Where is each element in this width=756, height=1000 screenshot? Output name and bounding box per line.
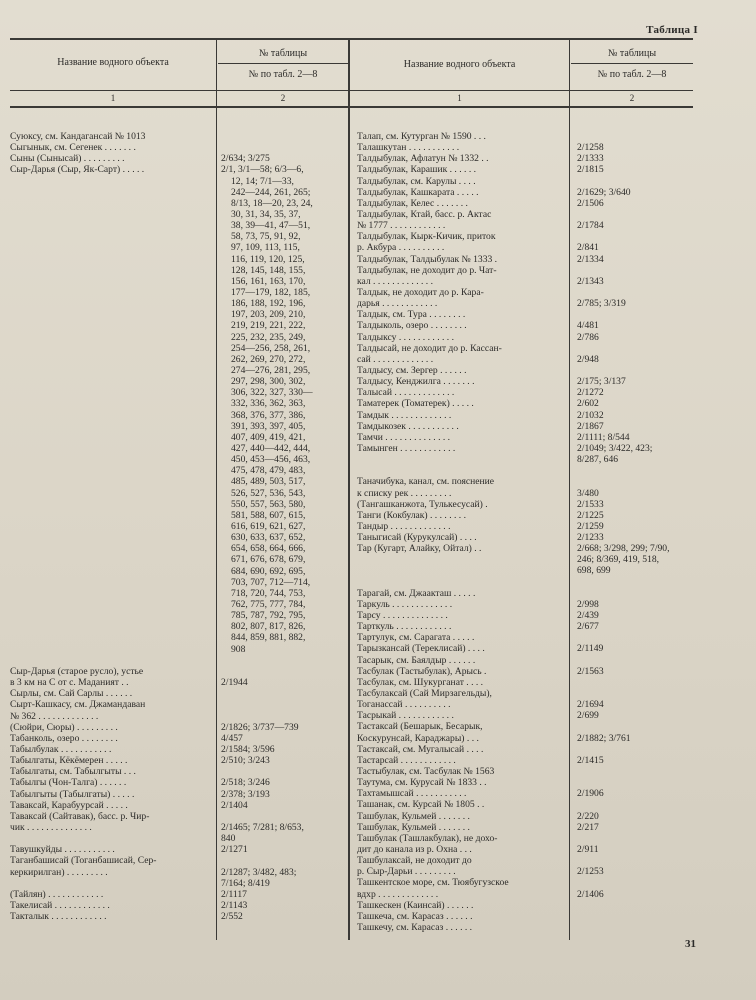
entry-name [357, 465, 567, 476]
entry-name: Талдысу, Кенджилга . . . . . . . [357, 376, 475, 388]
entry-num: 2/1272 [577, 387, 604, 399]
table-number-line: 485, 489, 503, 517, [231, 476, 306, 488]
entry-num: 2/1406 [577, 888, 604, 900]
table-number-line: 254—256, 258, 261, [231, 342, 311, 354]
table-number-line: 297, 298, 300, 302, [231, 376, 306, 388]
entry-num: 2/1143 [221, 899, 248, 911]
entry-name: р. Акбура . . . . . . . . . . [357, 242, 445, 254]
entry-num [577, 799, 695, 810]
entry-num: 2/634; 3/275 [221, 153, 270, 165]
entry-name: Талдыбулак, Афлатун № 1332 . . [357, 153, 489, 165]
entry-name: Тахтамышсай . . . . . . . . . . . [357, 788, 467, 800]
entry-name: Талап, см. Кутурган № 1590 . . . [357, 131, 486, 142]
table-number-line: 407, 409, 419, 421, [231, 431, 306, 443]
table-number-line: 450, 453—456, 463, [231, 454, 311, 466]
left-lower-names [10, 666, 215, 922]
table-number-line: 128, 145, 148, 155, [231, 264, 306, 276]
entry-name: дарья . . . . . . . . . . . . [357, 298, 438, 310]
entry-name: Таматерек (Томатерек) . . . . . [357, 398, 474, 410]
entry-num: 2/1415 [577, 754, 604, 766]
entry-num: 2/1253 [577, 866, 604, 878]
left-subheader-rule [218, 63, 348, 64]
entry-num: 4/457 [221, 732, 243, 744]
column-index-3: 1 [457, 93, 462, 103]
table-number-line: 391, 393, 397, 405, [231, 420, 306, 432]
entry-name: Суюксу, см. Кандагансай № 1013 [10, 131, 146, 142]
left-lower-nums [221, 666, 347, 922]
entry-name: к списку рек . . . . . . . . . [357, 487, 452, 499]
entry-name: Тарагай, см. Джаакташ . . . . . [357, 587, 476, 599]
entry-name: Талдык, не доходит до р. Кара- [357, 286, 484, 298]
entry-num: 2/1404 [221, 799, 248, 811]
entry-name [357, 577, 567, 588]
table-number-line: 703, 707, 712—714, [231, 576, 311, 588]
table-number-line: 116, 119, 120, 125, [231, 253, 305, 265]
entry-name: Танги (Кокбулак) . . . . . . . . [357, 509, 466, 521]
table-number-line: 186, 188, 192, 196, [231, 298, 306, 310]
entry-num [577, 209, 695, 220]
entry-name: Тоганассай . . . . . . . . . . [357, 699, 451, 711]
entry-name: Талдысай, не доходит до р. Кассан- [357, 342, 502, 354]
entry-name: Талдыбулак, не доходит до р. Чат- [357, 264, 497, 276]
entry-num [577, 766, 695, 777]
entry-num: 2/1506 [577, 197, 604, 209]
entry-num [577, 343, 695, 354]
entry-num [577, 744, 695, 755]
entry-name: Тастаксай, см. Мугалысай . . . . [357, 743, 484, 755]
entry-num: 2/911 [577, 844, 599, 855]
entry-num [221, 811, 347, 822]
right-num-header-bottom: № по табл. 2—8 [597, 69, 667, 80]
entry-name [10, 878, 215, 889]
entry-num: 2/785; 3/319 [577, 298, 626, 310]
entry-num: 2/1944 [221, 677, 248, 689]
table-number-line: 262, 269, 270, 272, [231, 353, 306, 365]
entry-name: керкирилган) . . . . . . . . . [10, 866, 108, 878]
entry-num [577, 309, 695, 320]
entry-name: Тартулук, см. Сарагата . . . . . [357, 632, 475, 644]
entry-num [577, 577, 695, 588]
table-number-line: 30, 31, 34, 35, 37, [231, 209, 301, 221]
entry-num: 2/552 [221, 911, 243, 923]
entry-num: 2/677 [577, 621, 599, 633]
entry-num: 2/841 [577, 242, 599, 254]
entry-num [221, 699, 347, 710]
entry-num [577, 176, 695, 187]
entry-num: 2/518; 3/246 [221, 777, 270, 789]
header-top-rule [10, 38, 693, 40]
entry-num [577, 632, 695, 643]
entry-name: Таутума, см. Курусай № 1833 . . [357, 777, 487, 789]
entry-name: Талдыбулак, Кырк-Кичик, приток [357, 231, 496, 243]
entry-num [577, 465, 695, 476]
entry-num: 2/1784 [577, 220, 604, 232]
entry-num: 2/1906 [577, 788, 604, 800]
entry-name: Ташбулак, Кульмей . . . . . . . [357, 810, 470, 822]
entry-num [577, 922, 695, 933]
entry-num [577, 131, 695, 142]
entry-name: Сыр-Дарья (старое русло), устье [10, 666, 144, 677]
table-number-line: 225, 232, 235, 249, [231, 331, 306, 343]
entry-name: Тасбулак, см. Шукурганат . . . . [357, 676, 484, 688]
entry-name: Талдыбулак, Талдыбулак № 1333 . [357, 253, 498, 265]
entry-num: 698, 699 [577, 565, 611, 577]
entry-num [221, 711, 347, 722]
entry-name: Ташкеча, см. Карасаз . . . . . . [357, 910, 473, 922]
entry-name: Талдыбулак, см. Карулы . . . . [357, 175, 476, 187]
entry-num: 2/1629; 3/640 [577, 186, 631, 198]
column-index-4: 2 [629, 93, 635, 103]
column-index-1: 1 [110, 93, 116, 103]
entry-num [577, 911, 695, 922]
entry-name: Талысай . . . . . . . . . . . . . [357, 387, 455, 399]
entry-num: 2/1271 [221, 844, 248, 856]
table-number-line: 684, 690, 692, 695, [231, 565, 306, 577]
table-number-line: 274—276, 281, 295, [231, 364, 311, 376]
table-number-line: 332, 336, 362, 363, [231, 398, 306, 410]
table-number-line: 368, 376, 377, 386, [231, 409, 306, 421]
entry-name: Тамчи . . . . . . . . . . . . . . [357, 431, 451, 443]
entry-num [221, 688, 347, 699]
entry-name: Тасбулак (Тастыбулак), Арысь . [357, 665, 487, 677]
entry-name: Таваксай (Сайтавак), басс. р. Чир- [10, 810, 150, 822]
table-number-line: 718, 720, 744, 753, [231, 587, 306, 599]
entry-num: 2/1867 [577, 420, 604, 432]
entry-num: 2/1, 3/1—58; 6/3—6, [221, 164, 304, 176]
entry-num: 2/602 [577, 398, 599, 410]
entry-num: 2/510; 3/243 [221, 755, 270, 767]
entry-name: р. Сыр-Дарьи . . . . . . . . . [357, 866, 456, 878]
entry-name: Талдык, см. Тура . . . . . . . . [357, 309, 466, 321]
entry-num: 2/1032 [577, 409, 604, 421]
entry-num: 8/287, 646 [577, 454, 619, 466]
table-number-line: 8/13, 18—20, 23, 24, [231, 197, 313, 209]
entry-num: 4/481 [577, 320, 599, 332]
table-number-line: 671, 676, 678, 679, [231, 554, 306, 566]
entry-name: Тастыбулак, см. Тасбулак № 1563 [357, 766, 495, 778]
entry-name: Сыны (Сынысай) . . . . . . . . . [10, 153, 125, 165]
entry-name: дит до канала из р. Охна . . . [357, 844, 472, 855]
table-number-line: 475, 478, 479, 483, [231, 465, 306, 477]
entry-name: Ташанак, см. Курсай № 1805 . . [357, 799, 485, 811]
entry-name: Тастаксай (Бешарык, Бесарык, [357, 721, 483, 733]
entry-num: 2/1343 [577, 275, 604, 287]
entry-num [577, 677, 695, 688]
entry-name: Тасарык, см. Баялдыр . . . . . . [357, 654, 476, 666]
entry-name: Ташбулак (Ташлакбулак), не дохо- [357, 832, 498, 844]
table-number-line: 12, 14; 7/1—33, [231, 175, 294, 187]
entry-name: № 1777 . . . . . . . . . . . . [357, 220, 446, 232]
syr-darya-table-numbers [231, 176, 347, 655]
entry-num [577, 833, 695, 844]
entry-name [357, 554, 567, 565]
entry-name: Сырт-Кашкасу, см. Джамандаван [10, 699, 146, 711]
entry-num: 2/1334 [577, 253, 604, 265]
entry-name [10, 833, 215, 844]
entry-name: Таганбашисай (Тоганбашисай, Сер- [10, 855, 157, 867]
column-divider-1 [216, 40, 217, 940]
entry-num [577, 900, 695, 911]
entry-num: 2/948 [577, 353, 599, 365]
column-divider-3 [569, 40, 570, 940]
entry-name: (Сюйри, Сюры) . . . . . . . . . [10, 721, 118, 733]
entry-name: Талдыбулак, Кашкарата . . . . . [357, 186, 479, 198]
table-number-line: 616, 619, 621, 627, [231, 520, 306, 532]
entry-num [577, 588, 695, 599]
entry-num: 2/439 [577, 610, 599, 622]
entry-num [577, 231, 695, 242]
entry-num [577, 365, 695, 376]
entry-num [577, 655, 695, 666]
right-nums [577, 131, 695, 933]
table-number-line: 526, 527, 536, 543, [231, 487, 306, 499]
entry-num [221, 142, 347, 153]
header-mid-rule [10, 90, 693, 91]
entry-num: 2/1149 [577, 643, 604, 655]
page-number: 31 [685, 938, 696, 950]
entry-name: (Тангашканжота, Тулькесусай) . [357, 498, 488, 510]
entry-num: 2/1111; 8/544 [577, 431, 630, 443]
entry-num: 2/699 [577, 710, 599, 722]
table-number-line: 785, 787, 792, 795, [231, 610, 306, 622]
entry-num [221, 131, 347, 142]
left-num-header-top: № таблицы [258, 48, 308, 59]
entry-num: 840 [221, 833, 236, 845]
entry-name: Табылбулак . . . . . . . . . . . [10, 743, 112, 755]
entry-num [221, 766, 347, 777]
entry-name: Сырлы, см. Сай Сарлы . . . . . . [10, 688, 133, 700]
left-name-header: Название водного объекта [57, 57, 169, 68]
entry-name: вдхр . . . . . . . . . . . . . [357, 888, 439, 900]
left-names-top [10, 131, 215, 176]
entry-name: Ташкечу, см. Карасаз . . . . . . [357, 921, 473, 933]
entry-num [577, 721, 695, 732]
table-number-line: 654, 658, 664, 666, [231, 543, 306, 555]
entry-name: Тарызкансай (Тереклисай) . . . . [357, 643, 485, 655]
entry-num: 2/786 [577, 331, 599, 343]
entry-name: чик . . . . . . . . . . . . . . [10, 821, 92, 833]
entry-name: Таначибука, канал, см. пояснение [357, 476, 495, 488]
entry-name: Ташкескен (Каинсай) . . . . . . [357, 899, 474, 911]
entry-num: 2/1563 [577, 665, 604, 677]
entry-name: Талашкутан . . . . . . . . . . . [357, 142, 460, 154]
entry-name: (Тайлян) . . . . . . . . . . . . [10, 888, 104, 900]
entry-num: 2/1258 [577, 142, 604, 154]
entry-name: Табылгаты, см. Табылгыты . . . [10, 766, 136, 778]
right-name-header: Название водного объекта [403, 59, 516, 70]
entry-num [577, 855, 695, 866]
table-number-line: 156, 161, 163, 170, [231, 275, 306, 287]
table-number-line: 197, 203, 209, 210, [231, 309, 306, 321]
table-number-line: 550, 557, 563, 580, [231, 498, 306, 510]
entry-name: Табылгыты (Табылгаты) . . . . . [10, 788, 135, 800]
entry-num: 246; 8/369, 419, 518, [577, 554, 660, 566]
entry-num: 2/217 [577, 821, 599, 833]
entry-name: Таныгисай (Курукулсай) . . . . [357, 532, 477, 544]
entry-num: 3/480 [577, 487, 599, 499]
table-number-line: 762, 775, 777, 784, [231, 598, 306, 610]
entry-name: Коскурунсай, Караджары) . . . [357, 732, 479, 744]
entry-num: 2/1815 [577, 164, 604, 176]
entry-num: 2/1465; 7/281; 8/653, [221, 821, 304, 833]
entry-num: 2/175; 3/137 [577, 376, 626, 388]
entry-name: Талдыбулак, Карашик . . . . . . [357, 164, 477, 176]
entry-name: Табанколь, озеро . . . . . . . . [10, 732, 118, 744]
entry-name [357, 454, 567, 465]
table-number-line: 630, 633, 637, 652, [231, 532, 306, 544]
right-num-header-top: № таблицы [607, 48, 657, 59]
entry-name: Табылгы (Чон-Талга) . . . . . . [10, 777, 127, 789]
entry-num: 2/1287; 3/482, 483; [221, 866, 297, 878]
entry-name: Тамдыкозек . . . . . . . . . . . [357, 420, 459, 432]
entry-name: Сыр-Дарья (Сыр, Як-Сарт) . . . . . [10, 164, 145, 176]
table-number-line: 219, 219, 221, 222, [231, 320, 306, 332]
entry-num: 2/1225 [577, 509, 604, 521]
table-number-line: 802, 807, 817, 826, [231, 621, 306, 633]
entry-name: Ташбулак, Кульмей . . . . . . . [357, 821, 470, 833]
entry-name: Тарсу . . . . . . . . . . . . . . [357, 610, 448, 622]
entry-name: в 3 км на С от с. Маданият . . [10, 677, 129, 689]
entry-num: 2/1233 [577, 532, 604, 544]
entry-name: Ташбулаксай, не доходит до [357, 855, 472, 867]
entry-num: 2/998 [577, 598, 599, 610]
entry-num [577, 476, 695, 487]
entry-name: Талдыбулак, Келес . . . . . . . [357, 197, 468, 209]
entry-name: Тавушкуйды . . . . . . . . . . . [10, 844, 115, 856]
column-index-2: 2 [280, 93, 286, 103]
left-num-header-bottom: № по табл. 2—8 [248, 69, 318, 80]
entry-num [577, 287, 695, 298]
entry-name: Талдыксу . . . . . . . . . . . . [357, 331, 454, 343]
entry-name: № 362 . . . . . . . . . . . . . [10, 710, 99, 722]
column-divider-center [348, 40, 350, 940]
entry-name: Тар (Кугарт, Алайку, Ойтал) . . [357, 543, 482, 555]
entry-num [577, 877, 695, 888]
entry-name [357, 565, 567, 576]
entry-name: Таркуль . . . . . . . . . . . . . [357, 598, 453, 610]
entry-num [221, 666, 347, 677]
entry-name: кал . . . . . . . . . . . . . [357, 275, 434, 287]
entry-name: Тандыр . . . . . . . . . . . . . [357, 520, 451, 532]
entry-name: Такталык . . . . . . . . . . . . [10, 911, 107, 923]
entry-num: 2/1259 [577, 520, 604, 532]
entry-name: Сыгынык, см. Сегенек . . . . . . . [10, 142, 136, 154]
entry-num: 2/668; 3/298, 299; 7/90, [577, 543, 670, 555]
table-number-line: 97, 109, 113, 115, [231, 242, 300, 254]
table-number-line: 844, 859, 881, 882, [231, 632, 306, 644]
entry-name: Талдыколь, озеро . . . . . . . . [357, 320, 467, 332]
entry-num: 2/378; 3/193 [221, 788, 270, 800]
entry-name: Талдысу, см. Зергер . . . . . . [357, 364, 467, 376]
entry-name: Тастарсай . . . . . . . . . . . . [357, 754, 456, 766]
table-number-line: 306, 322, 327, 330— [231, 387, 313, 399]
entry-name: Тамынген . . . . . . . . . . . . [357, 442, 456, 454]
entry-num: 2/1049; 3/422, 423; [577, 442, 653, 454]
header-bottom-rule [10, 106, 693, 108]
right-names [357, 131, 567, 933]
entry-name: Тамдык . . . . . . . . . . . . . [357, 409, 452, 421]
entry-name: Ташкентское море, см. Тюябугузское [357, 877, 509, 889]
entry-name: сай . . . . . . . . . . . . . [357, 353, 434, 365]
entry-num [577, 777, 695, 788]
entry-num [577, 688, 695, 699]
entry-num: 2/1117 [221, 888, 247, 900]
table-number-line: 581, 588, 607, 615, [231, 509, 306, 521]
table-number-line: 427, 440—442, 444, [231, 442, 311, 454]
entry-name: Тасбулаксай (Сай Мирзагельды), [357, 688, 492, 700]
entry-name: Тасрыкай . . . . . . . . . . . . [357, 710, 454, 722]
entry-num: 7/164; 8/419 [221, 877, 270, 889]
table-number-line: 177—179, 182, 185, [231, 287, 311, 298]
entry-num: 2/1826; 3/737—739 [221, 721, 299, 733]
entry-num [221, 855, 347, 866]
entry-num: 2/1533 [577, 498, 604, 510]
entry-name: Таваксай, Карабуурсай . . . . . [10, 799, 128, 811]
entry-name: Тарткуль . . . . . . . . . . . . [357, 621, 452, 633]
entry-num: 2/1694 [577, 699, 604, 711]
table-number-line: 58, 73, 75, 91, 92, [231, 231, 301, 243]
entry-num: 2/220 [577, 810, 599, 822]
table-title: Таблица I [646, 24, 698, 36]
entry-num [577, 265, 695, 276]
table-number-line: 908 [231, 643, 246, 655]
right-subheader-rule [571, 63, 693, 64]
entry-num: 2/1584; 3/596 [221, 743, 275, 755]
table-number-line: 242—244, 261, 265; [231, 186, 311, 198]
left-nums-top [221, 131, 347, 176]
entry-name: Табылгаты, Кёкёмерен . . . . . [10, 755, 128, 767]
table-number-line: 38, 39—41, 47—51, [231, 220, 311, 232]
entry-num: 2/1882; 3/761 [577, 732, 631, 744]
entry-num: 2/1333 [577, 153, 604, 165]
entry-name: Талдыбулак, Ктай, басс. р. Актас [357, 208, 492, 220]
entry-name: Такелисай . . . . . . . . . . . . [10, 899, 110, 911]
